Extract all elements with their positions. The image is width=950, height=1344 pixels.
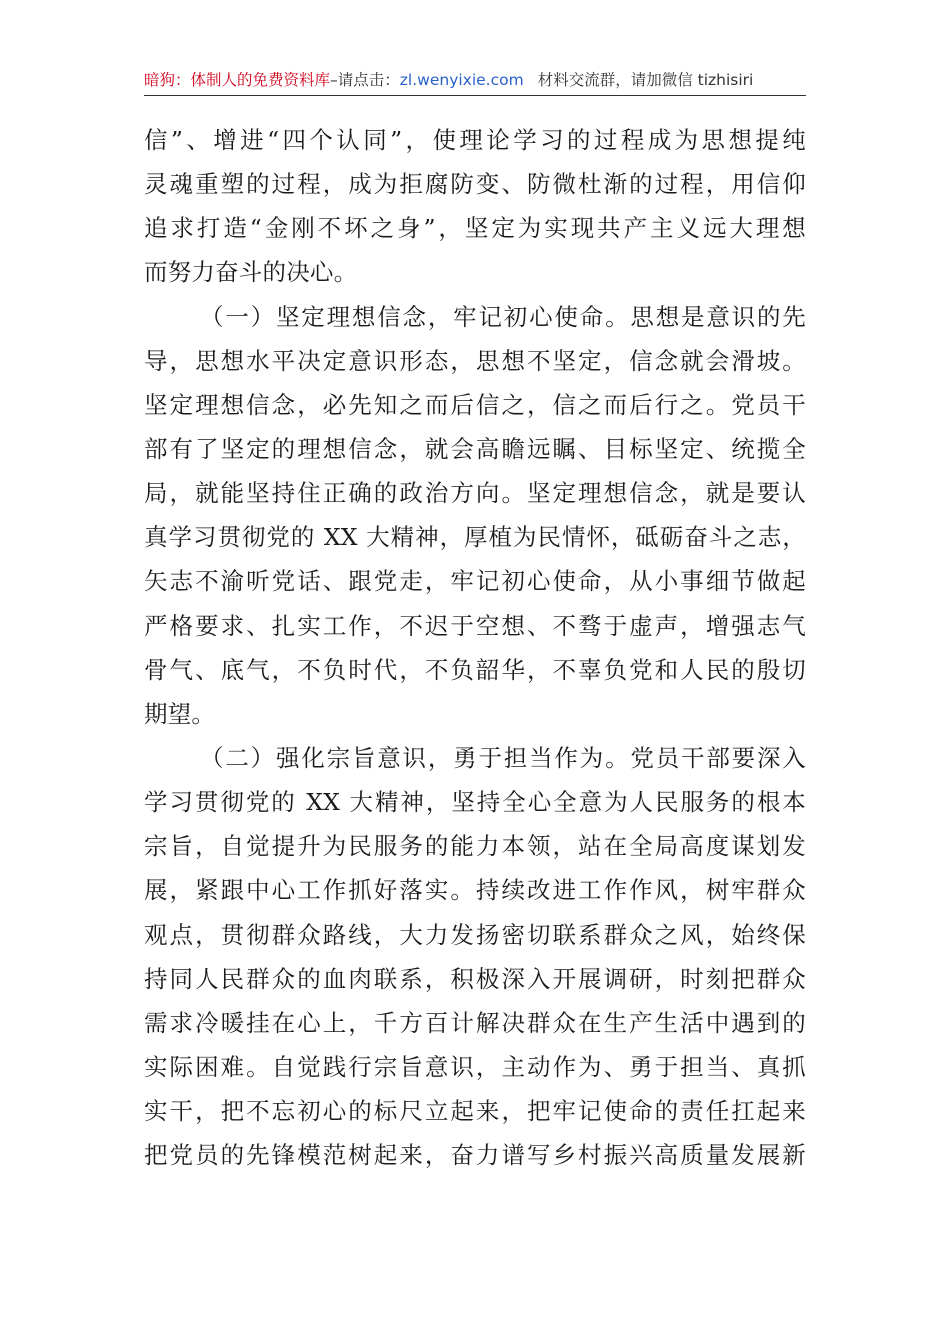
body-line: 灵魂重塑的过程，成为拒腐防变、防微杜渐的过程，用信仰 [144,170,806,199]
body-line: 骨气、底气，不负时代，不负韶华，不辜负党和人民的殷切 [144,655,806,684]
header-wechat-note: 材料交流群，请加微信 tizhisiri [537,71,754,89]
header-prompt: –请点击： [330,71,400,89]
header-divider [144,95,806,96]
body-line: 期望。 [144,699,216,728]
body-line: 实际困难。自觉践行宗旨意识，主动作为、勇于担当、真抓 [144,1052,806,1081]
body-line: 信”、增进“四个认同”，使理论学习的过程成为思想提纯 [144,126,806,154]
body-line: 部有了坚定的理想信念，就会高瞻远瞩、目标坚定、统揽全 [144,434,806,463]
page-header [144,66,806,94]
header-url-link[interactable]: zl.wenyixie.com [399,71,524,89]
body-line: 矢志不渝听党话、跟党走，牢记初心使命，从小事细节做起 [144,567,806,596]
body-line: 而努力奋斗的决心。 [144,258,358,287]
body-line: 实干，把不忘初心的标尺立起来，把牢记使命的责任扛起来 [144,1097,806,1126]
body-line: 严格要求、扎实工作，不迟于空想、不骛于虚声，增强志气 [144,611,806,640]
body-line: 宗旨，自觉提升为民服务的能力本领，站在全局高度谋划发 [144,832,806,861]
body-line: 坚定理想信念，必先知之而后信之，信之而后行之。党员干 [144,390,806,419]
document-body [144,118,806,1177]
body-line: 真学习贯彻党的 XX 大精神，厚植为民情怀，砥砺奋斗之志， [144,523,806,552]
section-heading-1: （一）坚定理想信念，牢记初心使命。思想是意识的先 [200,302,806,331]
body-line: 需求冷暖挂在心上，千方百计解决群众在生产生活中遇到的 [144,1008,806,1037]
body-line: 追求打造“金刚不坏之身”，坚定为实现共产主义远大理想 [144,214,806,243]
body-line: 持同人民群众的血肉联系，积极深入开展调研，时刻把群众 [144,964,806,993]
body-line: 学习贯彻党的 XX 大精神，坚持全心全意为人民服务的根本 [144,788,806,817]
body-line: 观点，贯彻群众路线，大力发扬密切联系群众之风，始终保 [144,920,806,949]
body-line: 导，思想水平决定意识形态，思想不坚定，信念就会滑坡。 [144,346,806,375]
body-line: 把党员的先锋模范树起来，奋力谱写乡村振兴高质量发展新 [144,1141,806,1170]
section-heading-2: （二）强化宗旨意识，勇于担当作为。党员干部要深入 [200,743,806,772]
header-site-name: 暗狗：体制人的免费资料库 [144,71,331,89]
body-line: 展，紧跟中心工作抓好落实。持续改进工作作风，树牢群众 [144,876,806,905]
body-line: 局，就能坚持住正确的政治方向。坚定理想信念，就是要认 [144,479,806,508]
